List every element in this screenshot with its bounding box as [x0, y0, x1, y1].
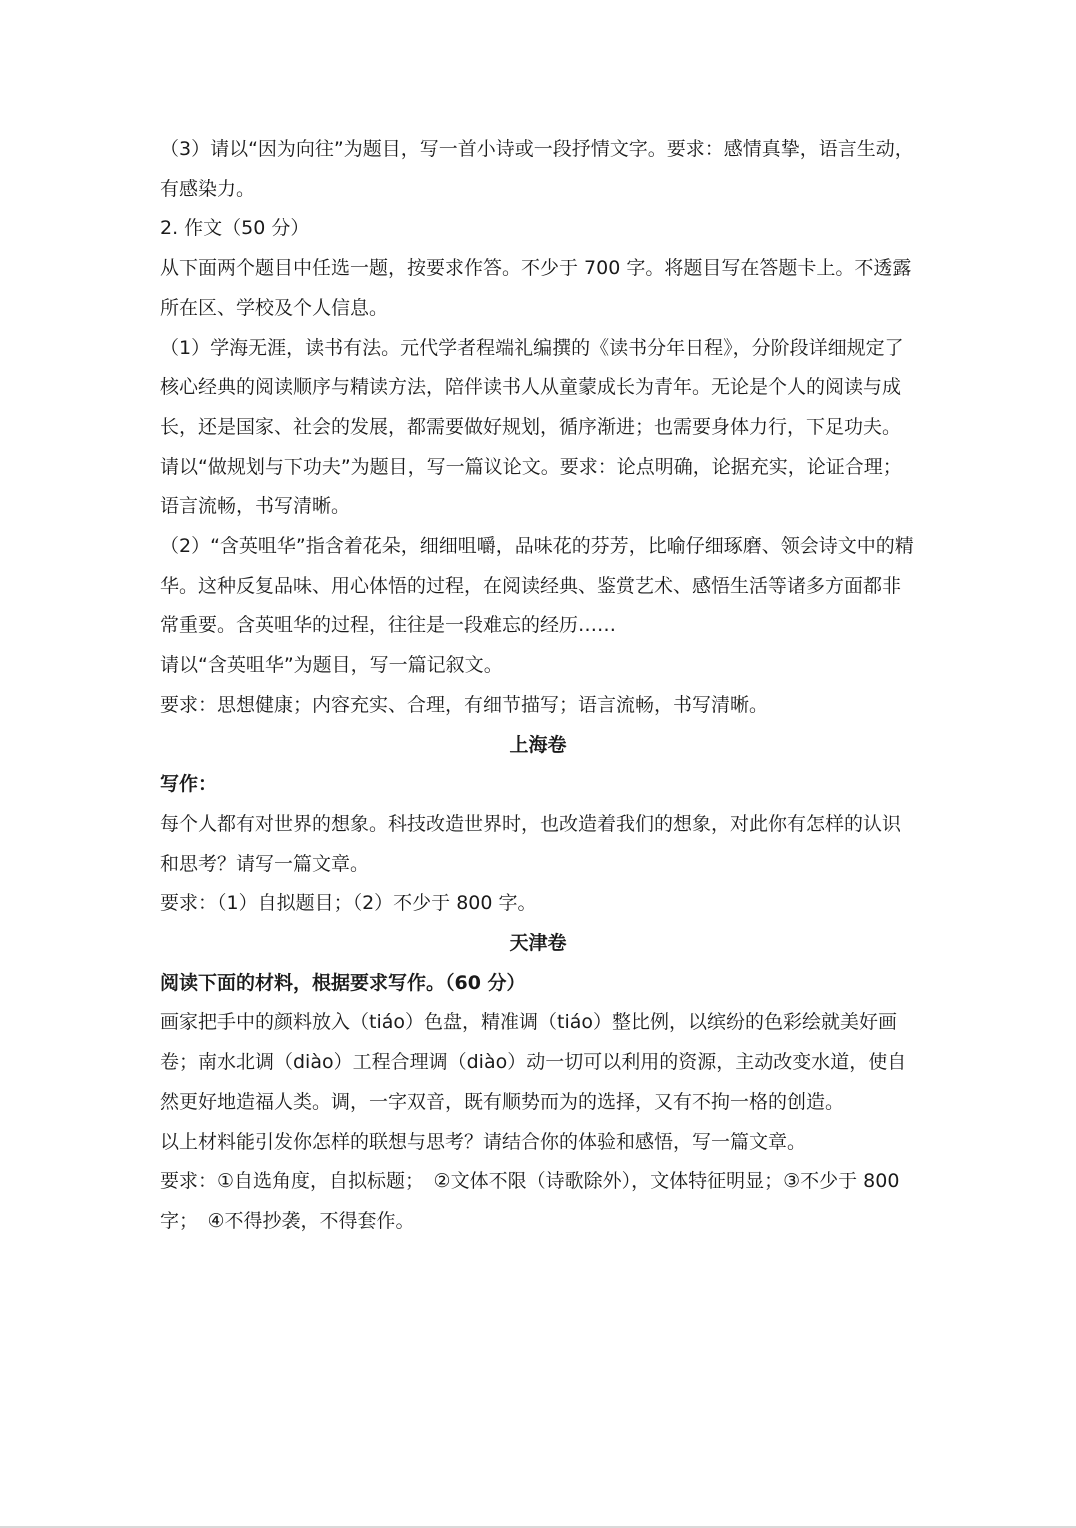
essay-instructions: 从下面两个题目中任选一题，按要求作答。不少于 700 字。将题目写在答题卡上。不透露所在区、学校及个人信息。 [160, 257, 912, 319]
document-content [160, 130, 916, 1242]
essay-section-title: 2. 作文（50 分） [160, 217, 310, 240]
question-3-prompt: （3）请以“因为向往”为题目，写一首小诗或一段抒情文字。要求：感情真挚，语言生动，有感染力。 [160, 138, 914, 200]
shanghai-heading: 上海卷 [509, 733, 567, 756]
essay-topic-1-material: （1）学海无涯，读书有法。元代学者程端礼编撰的《读书分年日程》，分阶段详细规定了核心经典的阅读顺序与精读方法，陪伴读书人从童蒙成长为青年。无论是个人的阅读与成长，还是国家、社会的发展，都需要做好规划，循序渐进；也需要身体力行，下足功夫。 [160, 336, 904, 438]
shanghai-prompt: 每个人都有对世界的想象。科技改造世界时，也改造着我们的想象，对此你有怎样的认识和思考？请写一篇文章。 [160, 812, 902, 875]
shanghai-writing-label: 写作： [160, 773, 218, 796]
essay-topic-2-title: 请以“含英咀华”为题目，写一篇记叙文。 [160, 654, 503, 677]
shanghai-requirement: 要求：（1）自拟题目；（2）不少于 800 字。 [160, 892, 537, 915]
tianjin-heading: 天津卷 [509, 932, 567, 955]
essay-topic-2-material: （2）“含英咀华”指含着花朵，细细咀嚼，品味花的芬芳，比喻仔细琢磨、领会诗文中的精华。这种反复品味、用心体悟的过程，在阅读经典、鉴赏艺术、感悟生活等诸多方面都非常重要。含英咀华的过程，往往是一段难忘的经历…… [160, 535, 914, 637]
essay-topic-2-requirement: 要求：思想健康；内容充实、合理，有细节描写；语言流畅，书写清晰。 [160, 693, 769, 716]
tianjin-instruction: 阅读下面的材料，根据要求写作。（60 分） [160, 971, 526, 994]
tianjin-prompt: 以上材料能引发你怎样的联想与思考？请结合你的体验和感悟，写一篇文章。 [160, 1130, 807, 1153]
tianjin-material: 画家把手中的颜料放入（tiáo）色盘，精准调（tiáo）整比例，以缤纷的色彩绘就美好画卷；南水北调（diào）工程合理调（diào）动一切可以利用的资源，主动改变水道，使自然更好地造福人类。调，一字双音，既有顺势而为的选择，又有不拘一格的创造。 [160, 1011, 907, 1113]
tianjin-requirement: 要求：①自选角度，自拟标题； ②文体不限（诗歌除外），文体特征明显；③不少于 800 字； ④不得抄袭，不得套作。 [160, 1170, 900, 1232]
essay-topic-1-requirement: 请以“做规划与下功夫”为题目，写一篇议论文。要求：论点明确，论据充实，论证合理；语言流畅，书写清晰。 [160, 455, 902, 518]
